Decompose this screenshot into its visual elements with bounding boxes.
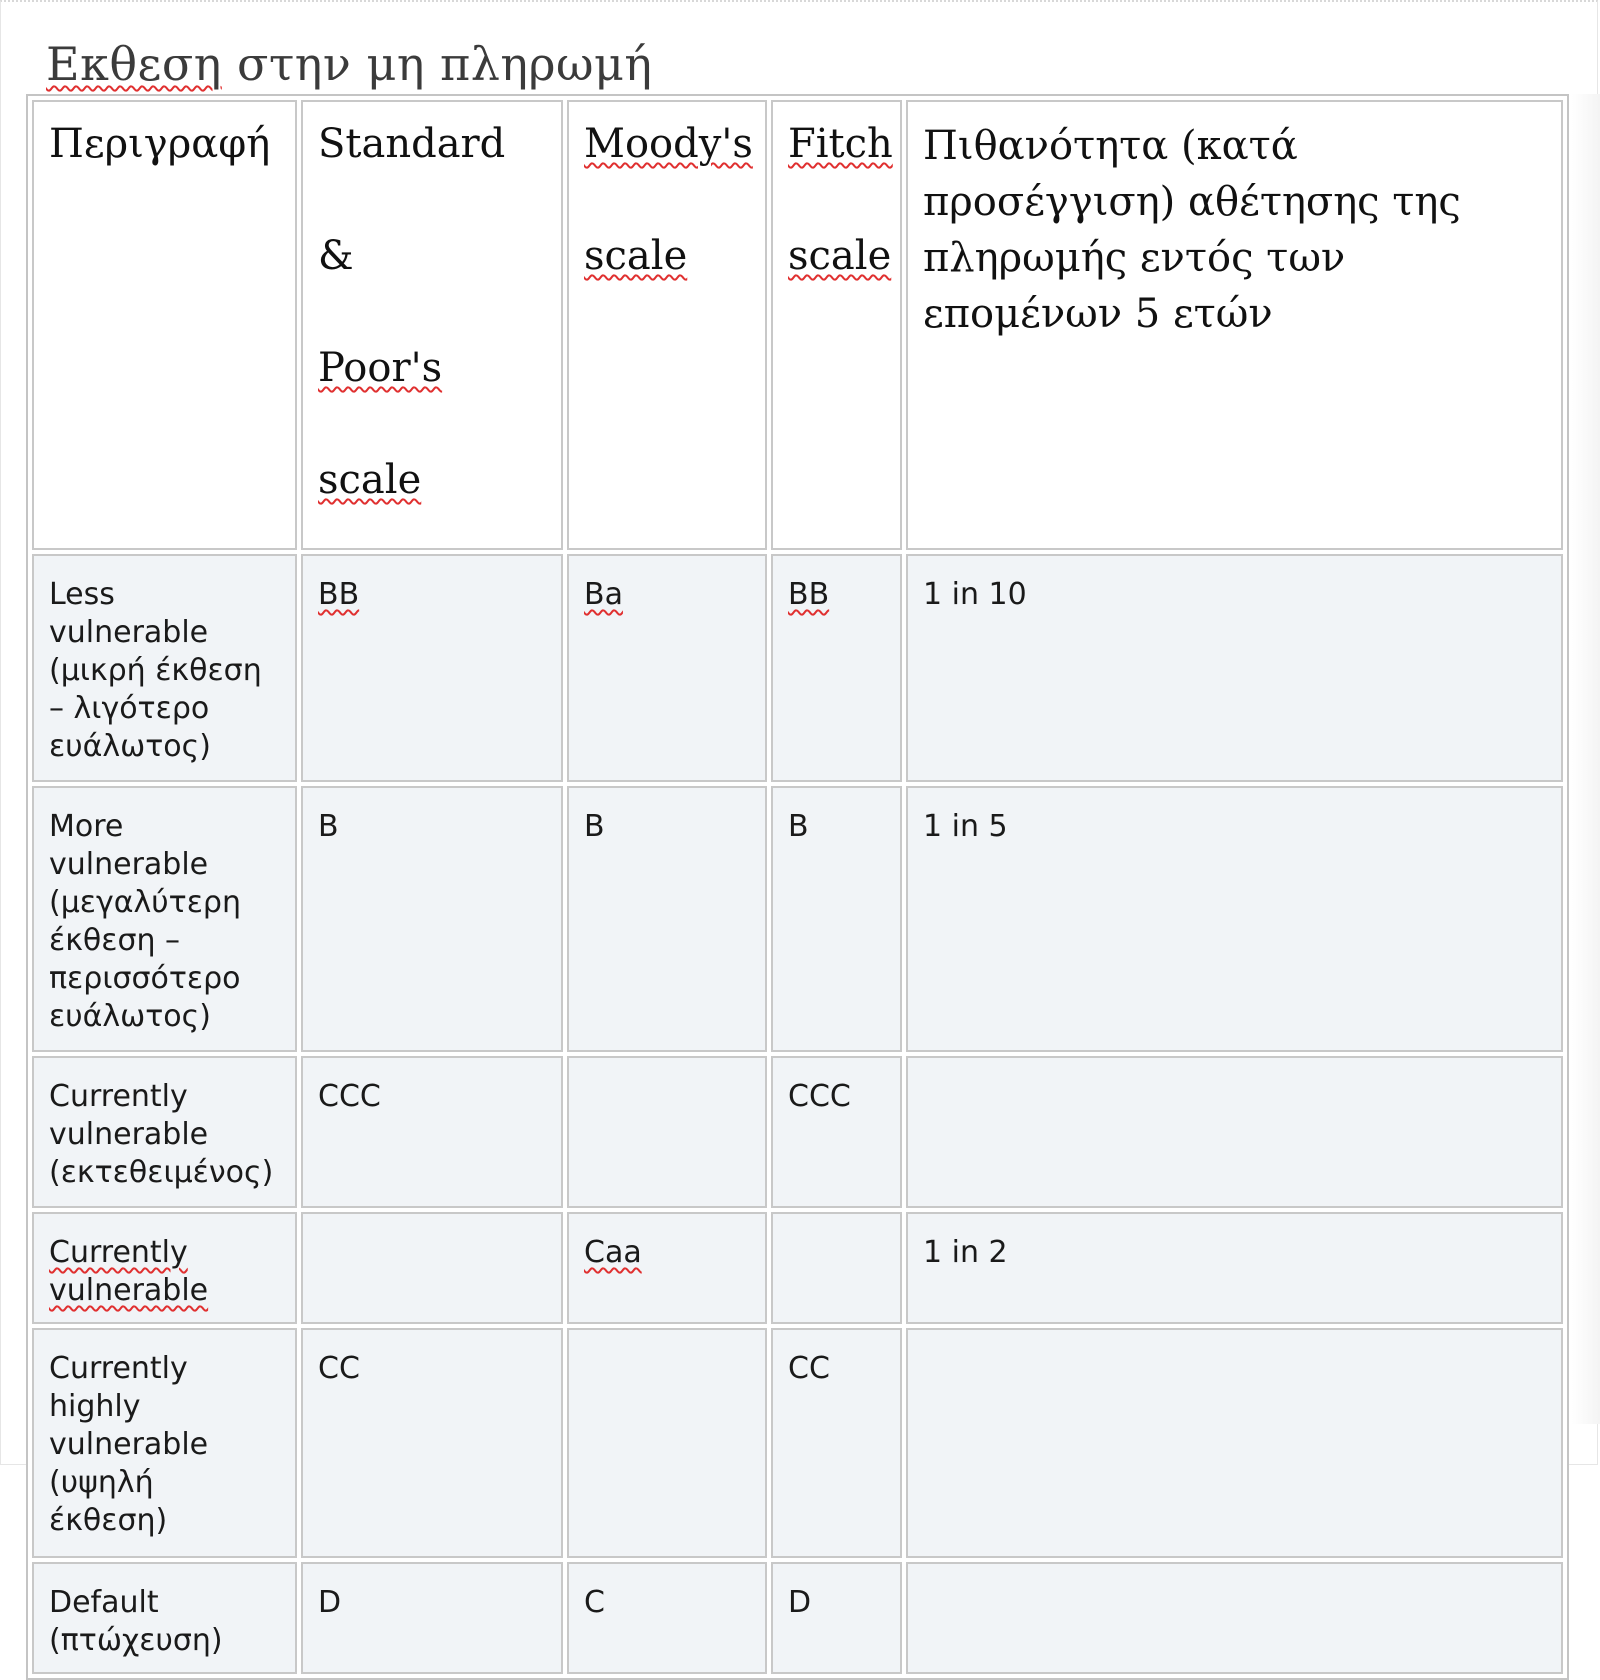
table-row <box>32 554 1563 782</box>
title-first-word: Εκθεση <box>46 37 222 91</box>
page-title <box>46 34 652 94</box>
cell-moodys-text: Caa <box>584 1235 642 1270</box>
cell-moodys <box>567 554 767 782</box>
header-fitch-line1: Fitch <box>788 121 893 167</box>
cell-sp <box>301 1212 563 1324</box>
header-description-text: Περιγραφή <box>49 121 271 167</box>
cell-fitch <box>771 786 902 1052</box>
cell-description-text: Currently vulnerable <box>49 1235 209 1308</box>
header-probability-text: Πιθανότητα (κατά προσέγγιση) αθέτησης της πληρωμής εντός των επομένων 5 ετών <box>923 123 1461 337</box>
cell-sp-text: CCC <box>318 1079 381 1114</box>
ratings-table <box>26 94 1569 1680</box>
cell-fitch-text: D <box>788 1585 812 1620</box>
cell-description-text: More vulnerable (μεγαλύτερη έκθεση – περισσότερο ευάλωτος) <box>49 809 241 1034</box>
cell-fitch <box>771 1212 902 1324</box>
header-sp-line2: Poor's scale <box>318 345 443 503</box>
table-row <box>32 786 1563 1052</box>
header-fitch-scale <box>771 100 902 550</box>
cell-fitch <box>771 1056 902 1208</box>
cell-moodys-text: C <box>584 1585 605 1620</box>
cell-sp <box>301 786 563 1052</box>
table-row <box>32 1056 1563 1208</box>
cell-moodys-text: B <box>584 809 605 844</box>
cell-probability <box>906 1212 1563 1324</box>
cell-description <box>32 1212 297 1324</box>
cell-probability <box>906 1562 1563 1674</box>
cell-fitch-text: CCC <box>788 1079 851 1114</box>
cell-fitch <box>771 554 902 782</box>
side-shade <box>1572 94 1600 1424</box>
header-sp-scale <box>301 100 563 550</box>
cell-description-text: Less vulnerable (μικρή έκθεση – λιγότερο ευάλωτος) <box>49 577 262 764</box>
cell-probability <box>906 554 1563 782</box>
cell-description <box>32 1328 297 1558</box>
cell-probability <box>906 1328 1563 1558</box>
cell-description-text: Default (πτώχευση) <box>49 1585 223 1658</box>
cell-fitch <box>771 1562 902 1674</box>
header-sp-line1: Standard & <box>318 121 506 279</box>
header-description <box>32 100 297 550</box>
header-fitch-line2: scale <box>788 233 892 279</box>
cell-description <box>32 554 297 782</box>
table-row <box>32 1562 1563 1674</box>
cell-sp-text: BB <box>318 577 360 612</box>
cell-description <box>32 786 297 1052</box>
cell-fitch <box>771 1328 902 1558</box>
header-moodys-line1: Moody's <box>584 121 753 167</box>
title-rest: στην μη πληρωμή <box>221 37 653 91</box>
cell-fitch-text: B <box>788 809 809 844</box>
cell-description-text: Currently vulnerable (εκτεθειμένος) <box>49 1079 274 1190</box>
cell-sp-text: B <box>318 809 339 844</box>
cell-description-text: Currently highly vulnerable (υψηλή έκθεση) <box>49 1351 209 1538</box>
cell-moodys <box>567 1056 767 1208</box>
cell-moodys <box>567 786 767 1052</box>
header-moodys-scale <box>567 100 767 550</box>
cell-moodys <box>567 1562 767 1674</box>
cell-sp-text: D <box>318 1585 342 1620</box>
header-row <box>32 100 1563 550</box>
cell-probability <box>906 786 1563 1052</box>
table-row <box>32 1212 1563 1324</box>
cell-sp <box>301 1328 563 1558</box>
cell-probability-text: 1 in 2 <box>923 1235 1008 1270</box>
header-moodys-line2: scale <box>584 233 688 279</box>
table-row <box>32 1328 1563 1558</box>
cell-sp <box>301 554 563 782</box>
cell-description <box>32 1056 297 1208</box>
cell-probability-text: 1 in 5 <box>923 809 1008 844</box>
cell-fitch-text: BB <box>788 577 830 612</box>
cell-sp <box>301 1056 563 1208</box>
cell-moodys-text: Ba <box>584 577 623 612</box>
cell-moodys <box>567 1212 767 1324</box>
cell-fitch-text: CC <box>788 1351 830 1386</box>
cell-description <box>32 1562 297 1674</box>
cell-sp <box>301 1562 563 1674</box>
cell-probability <box>906 1056 1563 1208</box>
cell-moodys <box>567 1328 767 1558</box>
cell-sp-text: CC <box>318 1351 360 1386</box>
cell-probability-text: 1 in 10 <box>923 577 1027 612</box>
header-probability <box>906 100 1563 550</box>
